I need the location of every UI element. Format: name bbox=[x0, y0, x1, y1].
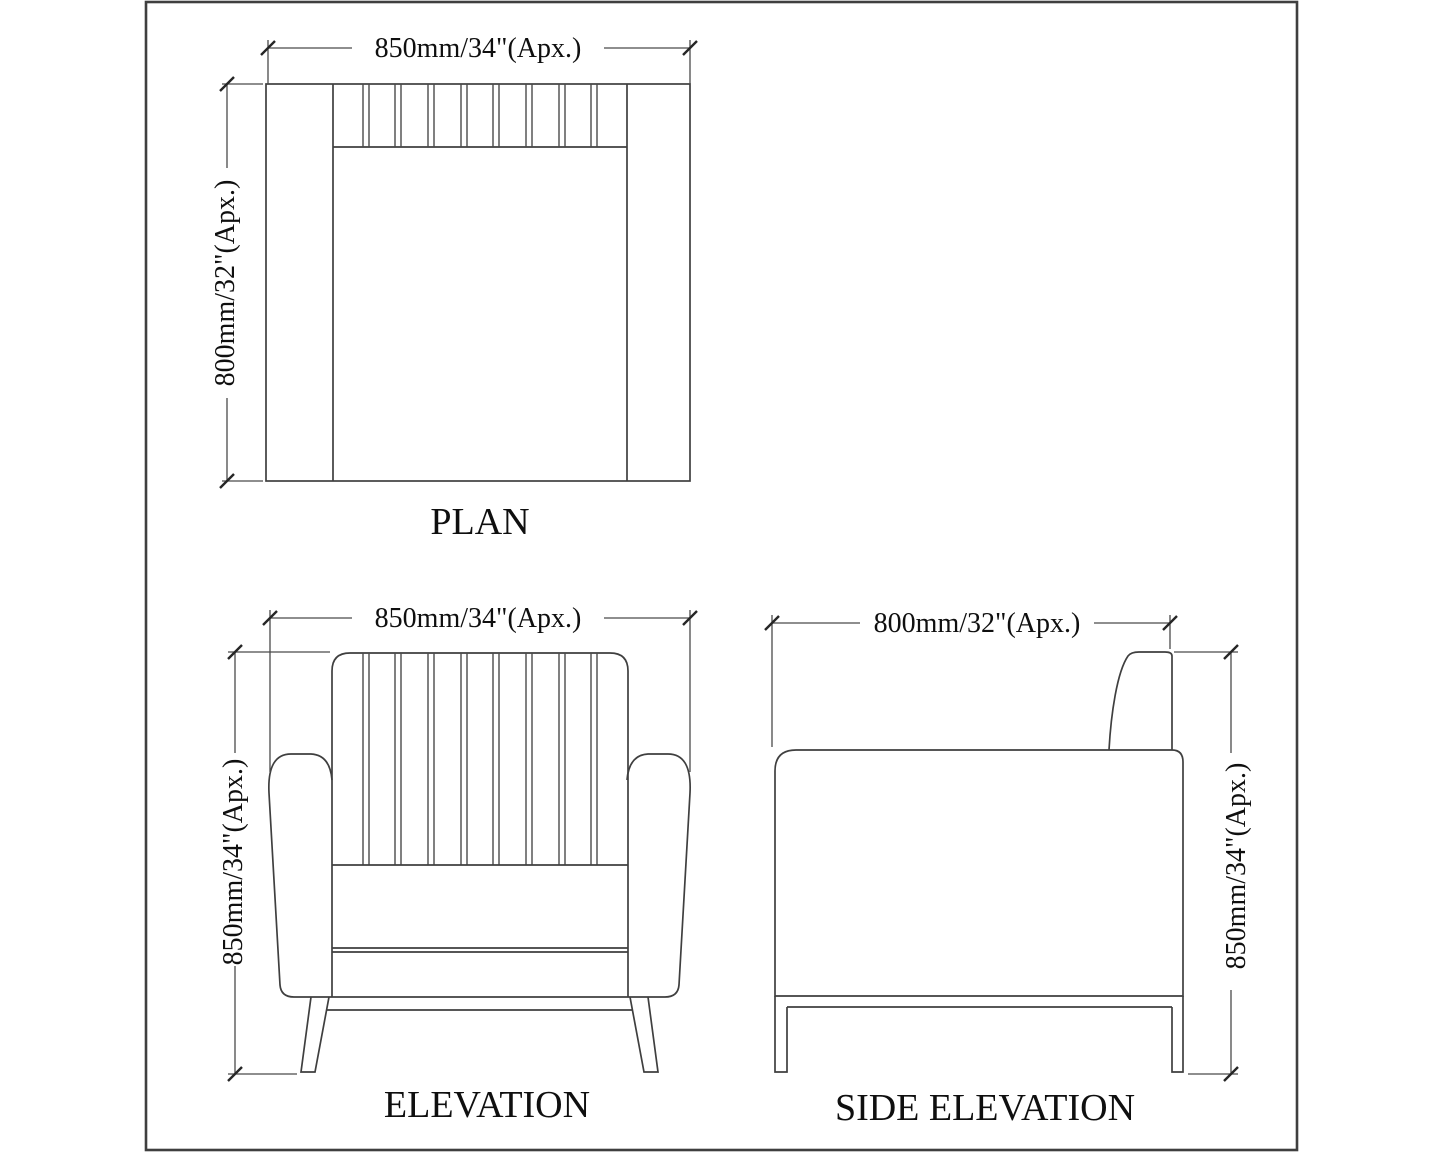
elevation-label: ELEVATION bbox=[383, 1084, 591, 1126]
side-height-dim-text: 850mm/34"(Apx.) bbox=[1221, 762, 1252, 970]
elevation-width-dim-text: 850mm/34"(Apx.) bbox=[374, 603, 582, 634]
side-depth-dim-text: 800mm/32"(Apx.) bbox=[873, 608, 1081, 639]
elevation-height-dim-text: 850mm/34"(Apx.) bbox=[218, 758, 249, 966]
plan-width-dim-text: 850mm/34"(Apx.) bbox=[374, 33, 582, 64]
plan-depth-dim-text: 800mm/32"(Apx.) bbox=[210, 179, 241, 387]
side-elevation-label: SIDE ELEVATION bbox=[834, 1087, 1136, 1129]
plan-label: PLAN bbox=[430, 501, 530, 543]
